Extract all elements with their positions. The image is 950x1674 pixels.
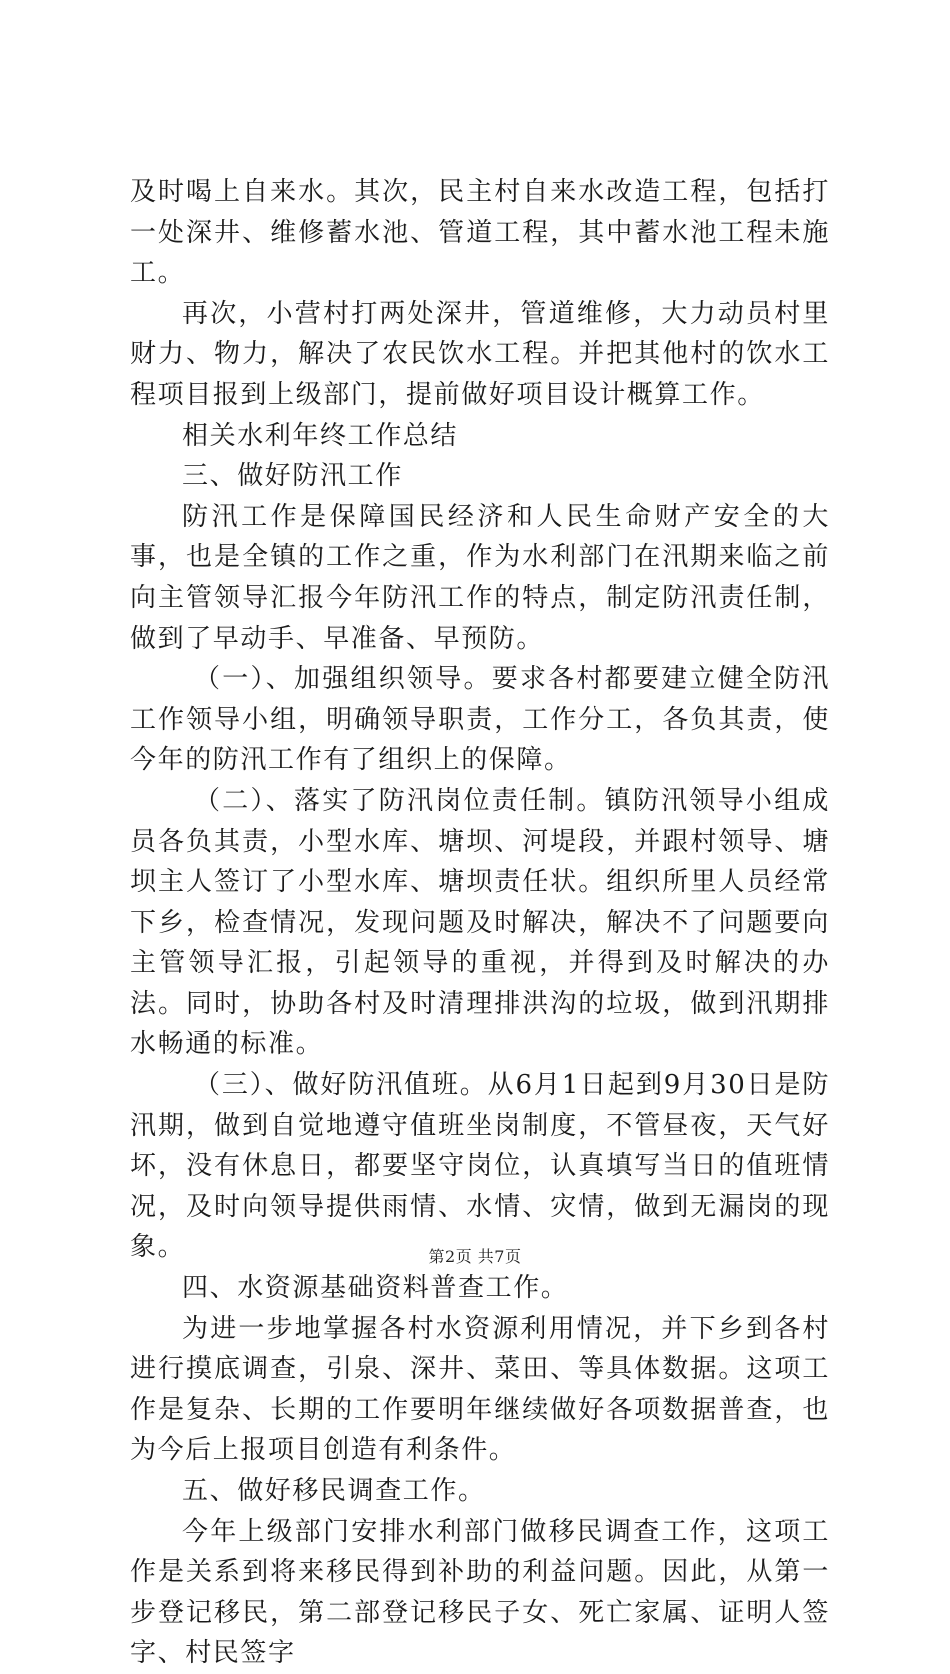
section-heading-flood-control: 三、做好防汛工作 — [182, 461, 403, 492]
paragraph-item-two: （二）、落实了防汛岗位责任制。镇防汛领导小组成员各负其责，小型水库、塘坝、河堤段，并跟村领导、塘坝主人签订了小型水库、塘坝责任状。组织所里人员经常下乡，检查情况，发现问题及时解决，解决不了问题要向主管领导汇报，引起领导的重视，并得到及时解决的办法。同时，协助各村及时清理排洪沟的垃圾，做到汛期排水畅通的标准。 — [130, 785, 830, 1060]
paragraph-continuation: 及时喝上自来水。其次，民主村自来水改造工程，包括打一处深井、维修蓄水池、管道工程，其中蓄水池工程未施工。 — [130, 177, 830, 289]
section-heading-migration-survey: 五、做好移民调查工作。 — [182, 1476, 486, 1506]
paragraph-migration-survey: 今年上级部门安排水利部门做移民调查工作，这项工作是关系到将来移民得到补助的利益问题。因此，从第一步登记移民，第二部登记移民子女、死亡家属、证明人签字、村民签字 — [130, 1516, 830, 1669]
paragraph-water-resources: 为进一步地掌握各村水资源利用情况，并下乡到各村进行摸底调查，引泉、深井、菜田、等具体数据。这项工作是复杂、长期的工作要明年继续做好各项数据普查，也为今后上报项目创造有利条件。 — [130, 1313, 830, 1466]
page-number-footer: 第2页 共7页 — [428, 1247, 522, 1266]
paragraph-flood-control-intro: 防汛工作是保障国民经济和人民生命财产安全的大事，也是全镇的工作之重，作为水利部门在汛期来临之前向主管领导汇报今年防汛工作的特点，制定防汛责任制，做到了早动手、早准备、早预防。 — [130, 501, 830, 654]
paragraph-item-three: （三）、做好防汛值班。从6月1日起到9月30日是防汛期，做到自觉地遵守值班坐岗制度，不管昼夜，天气好坏，没有休息日，都要坚守岗位，认真填写当日的值班情况，及时向领导提供雨情、水情、灾情，做到无漏岗的现象。 — [130, 1070, 830, 1263]
section-heading-summary: 相关水利年终工作总结 — [182, 420, 459, 451]
document-body — [130, 172, 830, 1674]
paragraph-item-one: （一）、加强组织领导。要求各村都要建立健全防汛工作领导小组，明确领导职责，工作分工，各负其责，使今年的防汛工作有了组织上的保障。 — [130, 664, 830, 776]
section-heading-water-resources: 四、水资源基础资料普查工作。 — [182, 1273, 569, 1304]
paragraph-xiaoying-village: 再次，小营村打两处深井，管道维修，大力动员村里财力、物力，解决了农民饮水工程。并把其他村的饮水工程项目报到上级部门，提前做好项目设计概算工作。 — [130, 298, 830, 410]
